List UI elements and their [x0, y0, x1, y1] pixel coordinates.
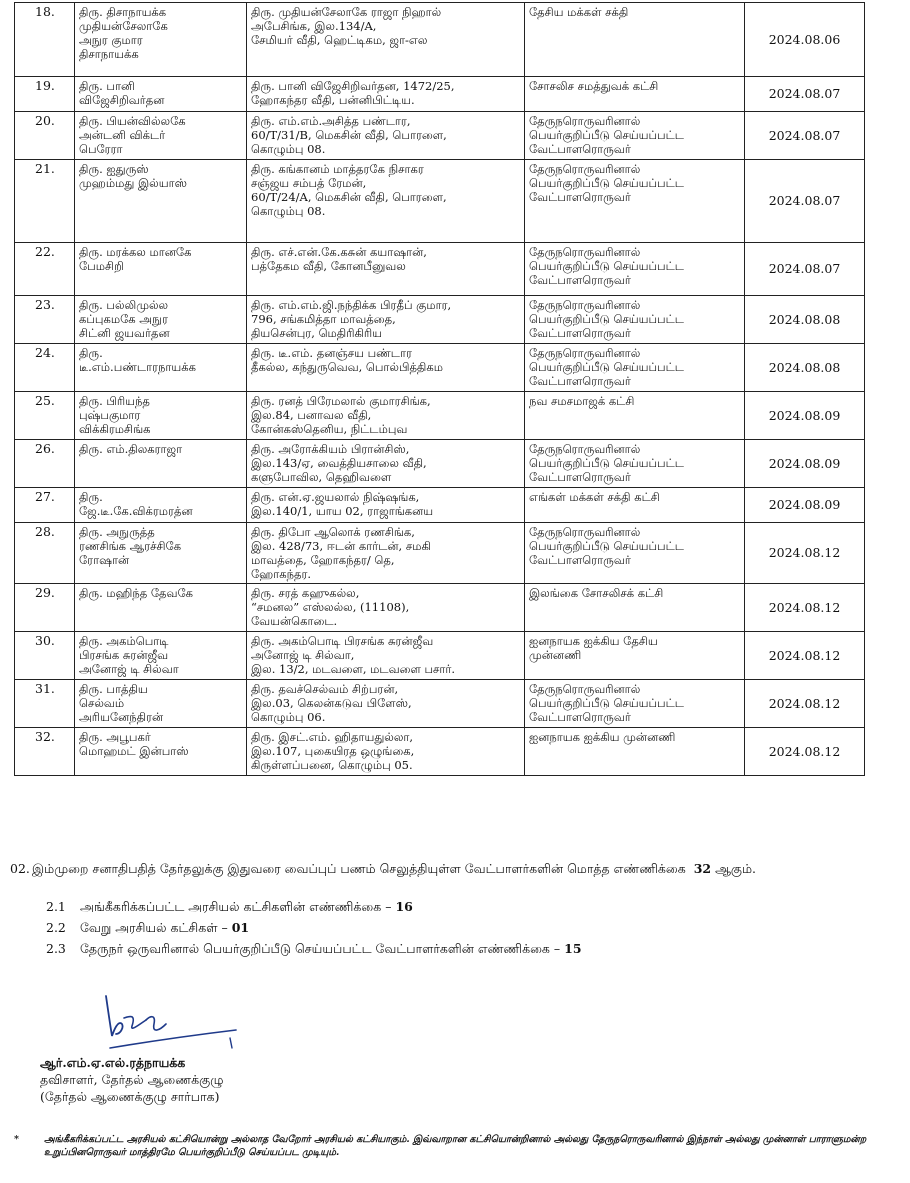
address-line: இல. 13/2, மடவளை, மடவளை பசார். — [251, 662, 456, 676]
row-number: 21. — [35, 161, 55, 176]
row-number: 20. — [35, 113, 55, 128]
row-number-cell — [15, 344, 75, 392]
candidate-name-cell — [75, 440, 247, 488]
address-line: கொழும்பு 06. — [251, 710, 326, 724]
address-line: ஹோகந்தர வீதி, பன்னிபிட்டிய. — [251, 93, 415, 107]
row-number: 28. — [35, 524, 55, 539]
footnote-text: அங்கீகரிக்கப்பட்ட அரசியல் கட்சியொன்று அல்லாத வேறோர் அரசியல் கட்சியாகும். இவ்வாறான கட்சியொன்றினால் அல்லது தேருநரொருவரினால் இந்நாள் அல்லது முன்னாள் பாராளுமன்ற உறுப்பினரொருவர் மாத்திரமே பெயர்குறிப்பீடு செய்யப்பட முடியும். — [44, 1134, 867, 1158]
summary-item-number: 2.2 — [46, 920, 66, 935]
row-number-cell — [15, 488, 75, 523]
party-line: தேருநரொருவரினால் — [529, 245, 641, 259]
date-cell — [745, 112, 865, 160]
candidate-name-line: திரு. — [79, 490, 103, 504]
address-cell — [247, 632, 525, 680]
party-line: வேட்பாளரொருவர் — [529, 273, 631, 287]
party-cell — [525, 488, 745, 523]
signatory-behalf: (தேர்தல் ஆணைக்குழு சார்பாக) — [40, 1089, 220, 1104]
footnote-marker: * — [14, 1134, 19, 1145]
address-line: கொழும்பு 08. — [251, 204, 326, 218]
table-row — [15, 632, 865, 680]
candidate-name-line: திரு. பாத்திய — [79, 682, 148, 696]
table-row — [15, 584, 865, 632]
candidate-name-line: விஜேசிறிவர்தன — [79, 93, 165, 107]
address-cell — [247, 3, 525, 77]
table-row — [15, 160, 865, 243]
party-cell — [525, 112, 745, 160]
address-cell — [247, 440, 525, 488]
row-number-cell — [15, 440, 75, 488]
row-number: 31. — [35, 681, 55, 696]
deposit-date: 2024.08.07 — [768, 127, 841, 143]
candidate-name-line: திரு. அகம்பொடி — [79, 634, 169, 648]
address-line: திரு. சரத் கஹுகல்ல, — [251, 586, 360, 600]
address-line: பத்தேகம வீதி, கோனபீனுவல — [251, 259, 406, 273]
candidates-table — [14, 2, 865, 776]
candidate-name-cell — [75, 3, 247, 77]
row-number: 26. — [35, 441, 55, 456]
party-line: ஐனநாயக ஐக்கிய தேசிய — [529, 634, 658, 648]
party-line: பெயர்குறிப்பீடு செய்யப்பட்ட — [529, 128, 684, 142]
signatory-title: தவிசாளர், தேர்தல் ஆணைக்குழு — [40, 1072, 224, 1087]
deposit-date: 2024.08.07 — [768, 261, 841, 276]
candidate-name-line: திரு. ஐதுருஸ் — [79, 162, 149, 176]
candidate-name-line: திசாநாயக்க — [79, 47, 139, 61]
candidate-name-line: திரு. எம்.திலகராஜா — [79, 442, 183, 456]
address-line: சேமியர் வீதி, ஹெட்டிகம, ஜா-எல — [251, 33, 428, 47]
row-number-cell — [15, 392, 75, 440]
address-cell — [247, 77, 525, 112]
candidate-name-line: செல்வம் — [79, 696, 125, 710]
address-line: திரு. பானி விஜேசிறிவர்தன, 1472/25, — [251, 79, 455, 93]
address-cell — [247, 160, 525, 243]
summary-item-label: அங்கீகரிக்கப்பட்ட அரசியல் கட்சிகளின் எண்ணிக்கை – — [80, 899, 392, 914]
address-line: கோன்கஸ்தெனிய, நிட்டம்புவ — [251, 422, 408, 436]
row-number: 23. — [35, 297, 55, 312]
date-cell — [745, 488, 865, 523]
candidate-name-line: பெரேரா — [79, 142, 123, 156]
address-line: தீகல்ல, கந்துருவெவ, பொல்பித்திகம — [251, 360, 443, 374]
candidate-name-line: அரியனேந்திரன் — [79, 710, 164, 724]
table-row — [15, 3, 865, 77]
row-number: 32. — [35, 729, 55, 744]
summary-item — [46, 899, 413, 915]
party-line: பெயர்குறிப்பீடு செய்யப்பட்ட — [529, 539, 684, 553]
address-line: 60/T/31/B, மெகசின் வீதி, பொரளை, — [251, 128, 447, 142]
party-cell — [525, 632, 745, 680]
summary-item-count: 15 — [564, 941, 582, 956]
address-line: திரு. தவச்செல்வம் சிற்பரன், — [251, 682, 399, 696]
candidate-name-line: மொஹமட் இன்பாஸ் — [79, 744, 189, 758]
address-line: திரு. எச்.என்.கே.கசுன் கயாஷான், — [251, 245, 427, 259]
row-number-cell — [15, 112, 75, 160]
candidate-name-line: முதியன்சேலாகே — [79, 19, 168, 33]
row-number: 19. — [35, 78, 55, 93]
party-line: பெயர்குறிப்பீடு செய்யப்பட்ட — [529, 360, 684, 374]
summary-item-number: 2.1 — [46, 899, 66, 914]
row-number: 30. — [35, 633, 55, 648]
address-line: திரு. என்.ஏ.ஜயலால் நிஷ்ஷங்க, — [251, 490, 420, 504]
summary-item-number: 2.3 — [46, 941, 66, 956]
party-line: வேட்பாளரொருவர் — [529, 374, 631, 388]
address-line: இல.107, புகையிரத ஒழுங்கை, — [251, 744, 415, 758]
address-line: திரு. அகம்பொடி பிரசங்க சுரன்ஜீவ — [251, 634, 434, 648]
address-line: தியசென்புர, மெதிரிகிரிய — [251, 326, 383, 340]
candidate-name-line: திரு. — [79, 346, 103, 360]
party-line: வேட்பாளரொருவர் — [529, 326, 631, 340]
table-row — [15, 344, 865, 392]
address-line: அபேசிங்க, இல.134/A, — [251, 19, 377, 33]
date-cell — [745, 523, 865, 584]
date-cell — [745, 392, 865, 440]
address-line: கிருள்ளப்பனை, கொழும்பு 05. — [251, 758, 413, 772]
party-line: வேட்பாளரொருவர் — [529, 142, 631, 156]
date-cell — [745, 632, 865, 680]
party-line: வேட்பாளரொருவர் — [529, 553, 631, 567]
table-row — [15, 392, 865, 440]
party-line: ஐனநாயக ஐக்கிய முன்னணி — [529, 730, 676, 744]
address-line: திரு. ரனத் பிரேமலால் குமாரசிங்க, — [251, 394, 431, 408]
party-cell — [525, 584, 745, 632]
candidate-name-line: திரு. மஹிந்த தேவகே — [79, 586, 194, 600]
table-row — [15, 112, 865, 160]
candidate-name-line: திரு. பியன்வில்லகே — [79, 114, 186, 128]
table-row — [15, 488, 865, 523]
handwritten-signature — [96, 990, 246, 1058]
date-cell — [745, 584, 865, 632]
table-row — [15, 243, 865, 296]
candidate-name-line: அநுர குமார — [79, 33, 143, 47]
party-line: இலங்கை சோசலிசக் கட்சி — [529, 586, 664, 600]
candidate-name-line: பேமசிறி — [79, 259, 124, 273]
summary-number: 02. — [10, 861, 30, 876]
candidate-name-line: கப்புகமகே அநுர — [79, 312, 168, 326]
row-number-cell — [15, 3, 75, 77]
row-number: 25. — [35, 393, 55, 408]
candidate-name-cell — [75, 680, 247, 728]
address-line: மாவத்தை, ஹோகந்தர/ தெ, — [251, 553, 395, 567]
party-line: தேருநரொருவரினால் — [529, 682, 641, 696]
candidate-name-cell — [75, 77, 247, 112]
candidate-name-cell — [75, 584, 247, 632]
address-line: சஞ்ஜய சம்பத் ரேமன், — [251, 176, 367, 190]
address-line: அனோஜ் டி சில்வா, — [251, 648, 355, 662]
deposit-date: 2024.08.09 — [768, 407, 841, 423]
candidate-name-cell — [75, 523, 247, 584]
candidates-table-body — [15, 3, 865, 776]
party-line: வேட்பாளரொருவர் — [529, 470, 631, 484]
candidate-name-line: புஷ்பகுமார — [79, 408, 141, 422]
summary-paragraph — [10, 861, 880, 877]
row-number-cell — [15, 523, 75, 584]
party-line: நவ சமசமாஜக் கட்சி — [529, 394, 635, 408]
party-cell — [525, 440, 745, 488]
candidate-name-line: விக்கிரமசிங்க — [79, 422, 151, 436]
summary-item-count: 16 — [395, 899, 413, 914]
party-line: பெயர்குறிப்பீடு செய்யப்பட்ட — [529, 259, 684, 273]
table-row — [15, 728, 865, 776]
candidate-name-cell — [75, 392, 247, 440]
address-line: கொழும்பு 08. — [251, 142, 326, 156]
address-line: களுபோவில, தெஹிவளை — [251, 470, 392, 484]
address-line: திரு. எம்.எம்.ஜி.நந்திக்க பிரதீப் குமார, — [251, 298, 452, 312]
candidate-name-line: திரு. பானி — [79, 79, 135, 93]
summary-total: 32 — [693, 861, 712, 876]
address-line: இல.143/ஏ, வைத்தியசாலை வீதி, — [251, 456, 427, 470]
signature-block — [40, 1054, 224, 1105]
date-cell — [745, 77, 865, 112]
deposit-date: 2024.08.08 — [768, 359, 841, 375]
candidate-name-line: திரு. அபூபகர் — [79, 730, 151, 744]
party-line: தேருநரொருவரினால் — [529, 298, 641, 312]
party-line: தேருநரொருவரினால் — [529, 114, 641, 128]
deposit-date: 2024.08.12 — [768, 545, 841, 560]
candidate-name-line: திரு. பல்லிமுல்ல — [79, 298, 169, 312]
address-line: இல.84, பனாவல வீதி, — [251, 408, 372, 422]
address-cell — [247, 112, 525, 160]
row-number-cell — [15, 160, 75, 243]
date-cell — [745, 680, 865, 728]
address-cell — [247, 344, 525, 392]
party-cell — [525, 392, 745, 440]
address-line: திரு. அரோக்கியம் பிரான்சிஸ், — [251, 442, 410, 456]
deposit-date: 2024.08.09 — [768, 455, 841, 471]
party-line: பெயர்குறிப்பீடு செய்யப்பட்ட — [529, 696, 684, 710]
address-line: திரு. முதியன்சேலாகே ராஜா நிஹால் — [251, 5, 442, 19]
table-row — [15, 77, 865, 112]
party-cell — [525, 3, 745, 77]
summary-text: இம்முறை சனாதிபதித் தேர்தலுக்கு இதுவரை வைப்புப் பணம் செலுத்தியுள்ள வேட்பாளர்களின் மொத்த எண்ணிக்கை — [32, 861, 686, 876]
date-cell — [745, 160, 865, 243]
address-line: திரு. திபோ ஆலொக் ரணசிங்க, — [251, 525, 415, 539]
deposit-date: 2024.08.12 — [768, 743, 841, 759]
party-line: வேட்பாளரொருவர் — [529, 710, 631, 724]
table-row — [15, 440, 865, 488]
party-line: எங்கள் மக்கள் சக்தி கட்சி — [529, 490, 660, 504]
party-line: தேசிய மக்கள் சக்தி — [529, 5, 629, 19]
address-cell — [247, 584, 525, 632]
candidate-name-line: சிட்னி ஜயவர்தன — [79, 326, 170, 340]
row-number-cell — [15, 632, 75, 680]
candidate-name-cell — [75, 296, 247, 344]
signatory-name: ஆர்.எம்.ஏ.எல்.ரத்நாயக்க — [40, 1055, 186, 1070]
address-line: ஹோகந்தர. — [251, 567, 312, 581]
candidate-name-cell — [75, 728, 247, 776]
party-line: பெயர்குறிப்பீடு செய்யப்பட்ட — [529, 312, 684, 326]
address-cell — [247, 523, 525, 584]
candidate-name-line: டீ.எம்.பண்டாரநாயக்க — [79, 360, 196, 374]
address-cell — [247, 392, 525, 440]
candidate-name-line: திரு. பிரியந்த — [79, 394, 150, 408]
party-cell — [525, 344, 745, 392]
address-line: இல.140/1, யாய 02, ராஜாங்கனய — [251, 504, 434, 518]
candidate-name-cell — [75, 243, 247, 296]
address-line: திரு. டீ.எம். தனஞ்சய பண்டார — [251, 346, 412, 360]
address-cell — [247, 488, 525, 523]
candidate-name-cell — [75, 632, 247, 680]
date-cell — [745, 440, 865, 488]
deposit-date: 2024.08.08 — [768, 311, 841, 327]
summary-item — [46, 920, 249, 936]
address-cell — [247, 296, 525, 344]
row-number-cell — [15, 728, 75, 776]
candidate-name-line: ரணசிங்க ஆரச்சிகே — [79, 539, 182, 553]
candidate-name-line: அன்டனி விக்டர் — [79, 128, 166, 142]
deposit-date: 2024.08.12 — [768, 599, 841, 615]
address-line: இல.03, கெலன்கடுவ பிளேஸ், — [251, 696, 412, 710]
row-number-cell — [15, 296, 75, 344]
summary-item-count: 01 — [231, 920, 250, 935]
address-line: இல. 428/73, ஈடன் கார்டன், சமகி — [251, 539, 431, 553]
candidate-name-cell — [75, 344, 247, 392]
date-cell — [745, 728, 865, 776]
candidate-name-line: அனோஜ் டி சில்வா — [79, 662, 179, 676]
party-cell — [525, 296, 745, 344]
row-number: 27. — [35, 489, 55, 504]
candidate-name-line: திரு. அநுருத்த — [79, 525, 155, 539]
party-line: வேட்பாளரொருவர் — [529, 190, 631, 204]
party-cell — [525, 728, 745, 776]
party-cell — [525, 523, 745, 584]
summary-item-label: வேறு அரசியல் கட்சிகள் – — [80, 920, 228, 935]
party-line: பெயர்குறிப்பீடு செய்யப்பட்ட — [529, 176, 684, 190]
summary-item — [46, 941, 582, 957]
row-number: 22. — [35, 244, 55, 259]
table-row — [15, 680, 865, 728]
address-cell — [247, 728, 525, 776]
address-line: 796, சங்கமித்தா மாவத்தை, — [251, 312, 396, 326]
party-cell — [525, 680, 745, 728]
row-number-cell — [15, 77, 75, 112]
party-line: தேருநரொருவரினால் — [529, 162, 641, 176]
candidate-name-line: ஜே.டீ.கே.விக்ரமரத்ன — [79, 504, 193, 518]
row-number: 18. — [35, 4, 55, 19]
date-cell — [745, 3, 865, 77]
address-line: “சமனல” எஸ்லல்ல, (11108), — [251, 600, 410, 614]
party-cell — [525, 77, 745, 112]
deposit-date: 2024.08.09 — [768, 497, 841, 512]
deposit-date: 2024.08.12 — [768, 695, 841, 711]
footnote — [14, 1133, 874, 1159]
table-row — [15, 296, 865, 344]
candidate-name-line: திரு. மரக்கல மானகே — [79, 245, 192, 259]
table-row — [15, 523, 865, 584]
party-line: சோசலிச சமத்துவக் கட்சி — [529, 79, 659, 93]
party-line: தேருநரொருவரினால் — [529, 346, 641, 360]
address-line: திரு. இசட்.எம். ஹிதாயதுல்லா, — [251, 730, 414, 744]
address-cell — [247, 243, 525, 296]
candidate-name-line: பிரசங்க சுரன்ஜீவ — [79, 648, 169, 662]
summary-suffix: ஆகும். — [715, 861, 756, 876]
row-number: 29. — [35, 585, 55, 600]
party-line: தேருநரொருவரினால் — [529, 442, 641, 456]
deposit-date: 2024.08.12 — [768, 647, 841, 663]
date-cell — [745, 344, 865, 392]
party-line: தேருநரொருவரினால் — [529, 525, 641, 539]
deposit-date: 2024.08.07 — [768, 86, 841, 101]
address-line: திரு. கங்கானம் மாத்தரகே நிசாகர — [251, 162, 424, 176]
party-line: முன்னணி — [529, 648, 582, 662]
summary-item-label: தேருநர் ஒருவரினால் பெயர்குறிப்பீடு செய்யப்பட்ட வேட்பாளர்களின் எண்ணிக்கை – — [80, 941, 561, 956]
address-line: திரு. எம்.எம்.அசித்த பண்டார, — [251, 114, 411, 128]
candidate-name-line: ரோஷான் — [79, 553, 130, 567]
row-number-cell — [15, 243, 75, 296]
date-cell — [745, 243, 865, 296]
candidate-name-cell — [75, 488, 247, 523]
date-cell — [745, 296, 865, 344]
address-cell — [247, 680, 525, 728]
candidate-name-line: முஹம்மது இல்யாஸ் — [79, 176, 187, 190]
party-cell — [525, 160, 745, 243]
deposit-date: 2024.08.06 — [768, 31, 841, 47]
candidate-name-cell — [75, 112, 247, 160]
row-number-cell — [15, 680, 75, 728]
deposit-date: 2024.08.07 — [768, 193, 841, 208]
row-number-cell — [15, 584, 75, 632]
party-line: பெயர்குறிப்பீடு செய்யப்பட்ட — [529, 456, 684, 470]
party-cell — [525, 243, 745, 296]
candidate-name-line: திரு. திசாநாயக்க — [79, 5, 167, 19]
address-line: வேயன்கொடை. — [251, 614, 338, 628]
address-line: 60/T/24/A, மெகசின் வீதி, பொரளை, — [251, 190, 447, 204]
candidate-name-cell — [75, 160, 247, 243]
row-number: 24. — [35, 345, 55, 360]
